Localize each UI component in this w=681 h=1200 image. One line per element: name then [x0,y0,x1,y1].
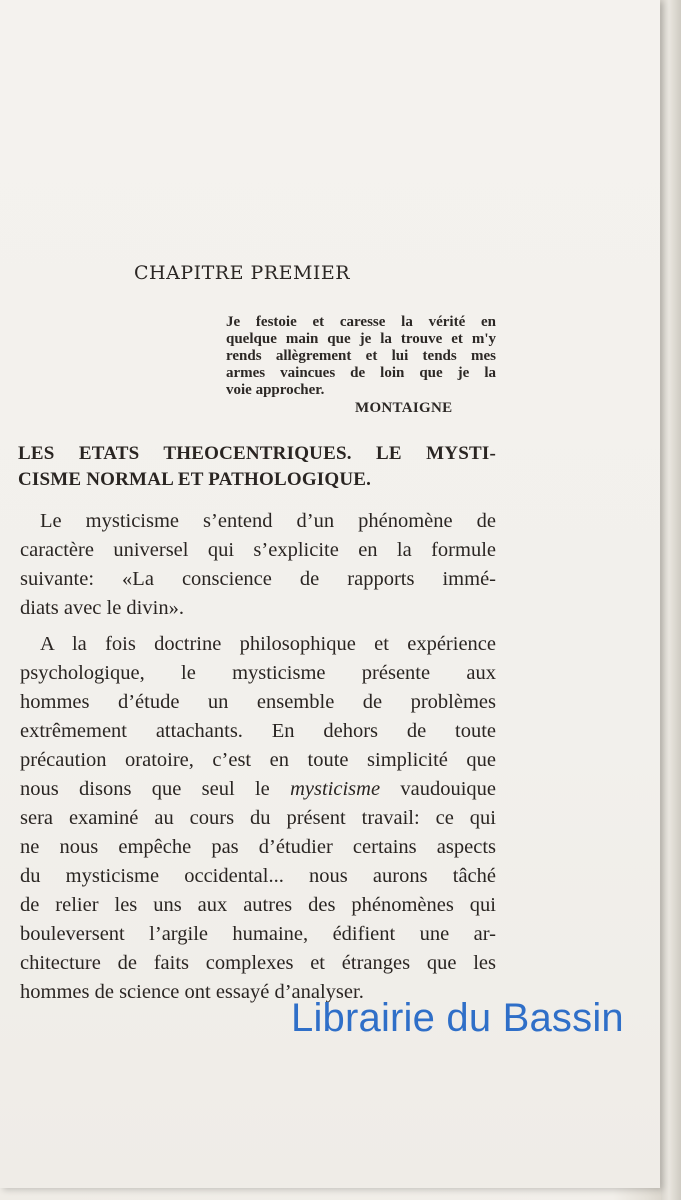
section-heading [18,441,496,493]
paragraph-line: précaution oratoire, c’est en toute simplicité que [20,749,496,771]
paragraph-line: suivante: «La conscience de rapports immé- [20,568,496,590]
paragraph-line: sera examiné au cours du présent travail: ce qui [20,807,496,829]
paragraph-line-with-italic [20,775,496,804]
paragraph-line: de relier les uns aux autres des phénomènes qui [20,894,496,916]
watermark-text: Librairie du Bassin [291,996,624,1040]
paragraph-line: extrêmement attachants. En dehors de toute [20,720,496,742]
epigraph-author: MONTAIGNE [355,400,453,416]
paragraph-1 [20,507,496,623]
italic-word: mysticisme [290,778,381,800]
epigraph [226,314,496,399]
paragraph-line: hommes de science ont essayé d’analyser. [20,981,364,1003]
section-heading-line: LES ETATS THEOCENTRIQUES. LE MYSTI- [18,443,496,464]
paragraph-line: chitecture de faits complexes et étranges que les [20,952,496,974]
paragraph-line: Le mysticisme s’entend d’un phénomène de [40,510,496,532]
paragraph-text-segment: nous disons que seul le [20,778,270,800]
chapter-title: CHAPITRE PREMIER [134,262,351,284]
epigraph-line: quelque main que je la trouve et m'y [226,331,496,347]
page-edge [661,0,681,1200]
paragraph-line: caractère universel qui s’explicite en la formule [20,539,496,561]
paragraph-line: diats avec le divin». [20,597,184,619]
paragraph-text-segment: vaudouique [400,778,497,800]
epigraph-line: armes vaincues de loin que je la [226,365,496,381]
paragraph-line: A la fois doctrine philosophique et expérience [40,633,496,655]
paragraph-2 [20,630,496,1007]
paragraph-line: psychologique, le mysticisme présente aux [20,662,496,684]
paragraph-line: du mysticisme occidental... nous aurons tâché [20,865,496,887]
section-heading-line: CISME NORMAL ET PATHOLOGIQUE. [18,469,372,490]
paragraph-line: bouleversent l’argile humaine, édifient une ar- [20,923,496,945]
epigraph-line: Je festoie et caresse la vérité en [226,314,496,330]
paragraph-line: ne nous empêche pas d’étudier certains aspects [20,836,496,858]
epigraph-line: rends allègrement et lui tends mes [226,348,496,364]
paragraph-line: hommes d’étude un ensemble de problèmes [20,691,496,713]
epigraph-line: voie approcher. [226,382,325,398]
